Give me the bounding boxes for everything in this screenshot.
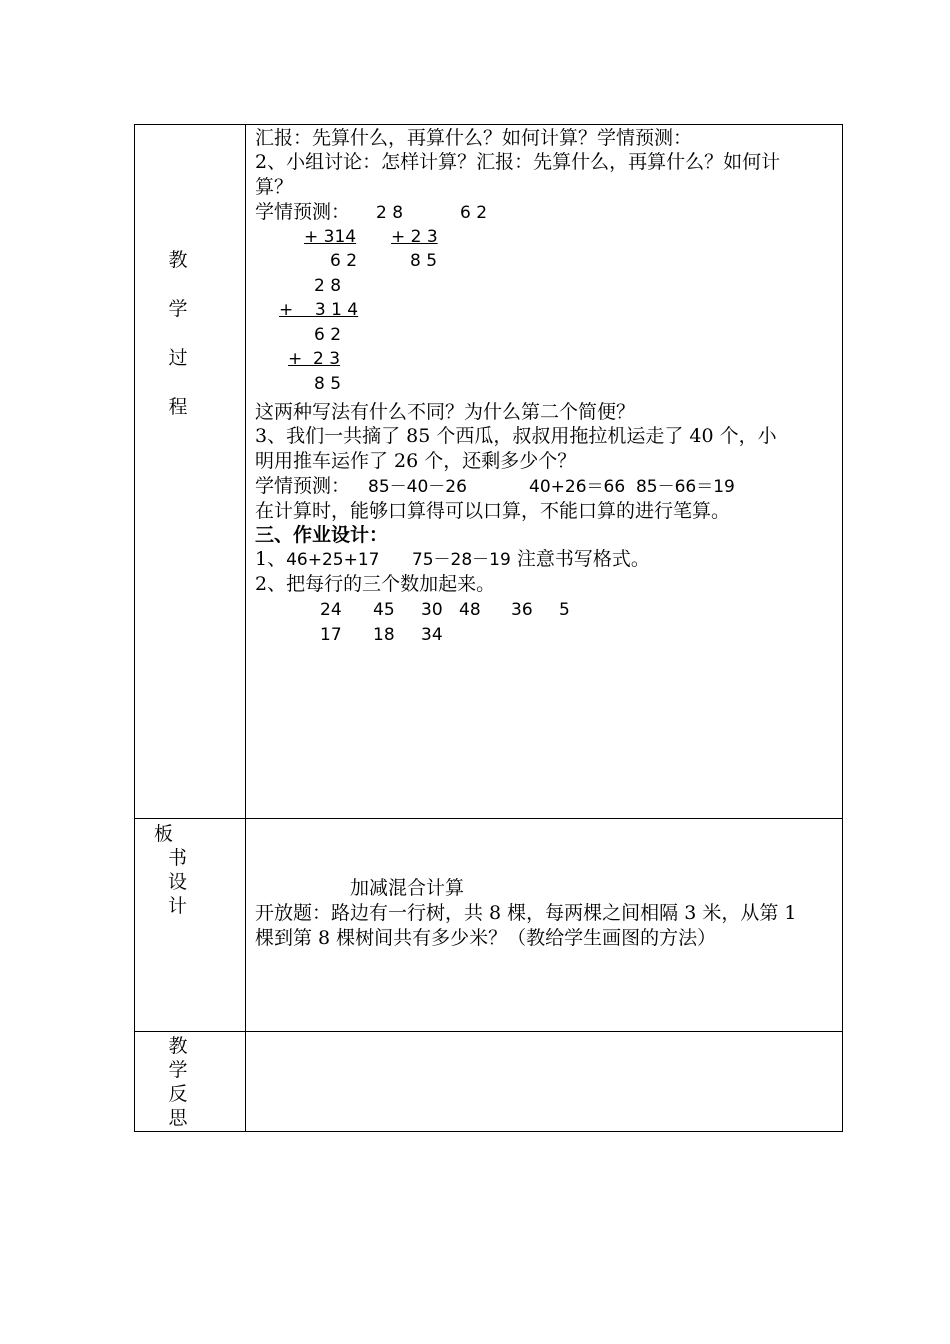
board-line: 棵到第 8 棵树间共有多少米？（教给学生画图的方法） xyxy=(255,927,717,949)
number-cell: 36 xyxy=(511,600,533,620)
number-cell: 5 xyxy=(559,600,570,620)
reflection-label-char: 教 xyxy=(168,1035,188,1057)
calc-operand: 6 2 xyxy=(460,203,488,223)
board-label xyxy=(150,822,210,918)
process-line: 算？ xyxy=(255,176,294,198)
process-label xyxy=(160,248,196,444)
board-label-char: 计 xyxy=(168,895,188,917)
column-divider xyxy=(245,124,246,1132)
calc-operand: 2 8 xyxy=(314,276,342,296)
process-line: 学情预测： xyxy=(255,475,351,497)
prediction-calc: 85－40－26 xyxy=(368,477,467,497)
board-label-char: 书 xyxy=(168,847,188,869)
process-line: 3、我们一共摘了 85 个西瓜，叔叔用拖拉机运走了 40 个，小 xyxy=(255,425,777,447)
calc-operand: + 314 xyxy=(304,227,357,247)
homework-title: 三、作业设计： xyxy=(255,524,389,546)
prediction-calc: 40+26＝66 85－66＝19 xyxy=(529,477,735,497)
calc-operand: + 2 3 xyxy=(288,349,341,369)
calc-result: 6 2 xyxy=(314,325,342,345)
homework-number: 1、 xyxy=(255,548,287,570)
calc-result: 8 5 xyxy=(410,251,438,271)
lesson-table xyxy=(134,124,843,1132)
process-line: 在计算时，能够口算得可以口算，不能口算的进行笔算。 xyxy=(255,500,731,522)
process-label-char: 过 xyxy=(168,347,188,369)
calc-operand: + 2 3 xyxy=(391,227,438,247)
process-line: 汇报：先算什么，再算什么？如何计算？学情预测： xyxy=(255,127,693,149)
board-title: 加减混合计算 xyxy=(350,877,465,899)
number-cell: 48 xyxy=(459,600,481,620)
row-divider-process-board xyxy=(134,818,843,819)
calc-result: 6 2 xyxy=(330,251,358,271)
reflection-label-char: 反 xyxy=(168,1083,188,1105)
calc-operand: 2 8 xyxy=(376,203,404,223)
number-cell: 45 xyxy=(373,600,395,620)
row-divider-board-reflection xyxy=(134,1031,843,1032)
process-line: 明用推车运作了 26 个，还剩多少个？ xyxy=(255,450,577,472)
process-label-char: 教 xyxy=(168,249,188,271)
reflection-label xyxy=(160,1034,196,1130)
homework-calc: 46+25+17 75－28－19 xyxy=(286,550,511,570)
number-cell: 30 xyxy=(421,600,443,620)
process-line: 2、小组讨论：怎样计算？汇报：先算什么，再算什么？如何计 xyxy=(255,151,781,173)
number-cell: 24 xyxy=(320,600,342,620)
number-cell: 17 xyxy=(320,625,342,645)
board-label-char: 板 xyxy=(154,823,174,845)
number-cell: 34 xyxy=(421,625,443,645)
reflection-label-char: 思 xyxy=(168,1107,188,1129)
board-label-char: 设 xyxy=(168,871,188,893)
number-cell: 18 xyxy=(373,625,395,645)
calc-result: 8 5 xyxy=(314,374,342,394)
process-label-char: 学 xyxy=(168,298,188,320)
process-line: 这两种写法有什么不同？为什么第二个简便？ xyxy=(255,401,636,423)
homework-note: 注意书写格式。 xyxy=(510,548,650,570)
process-label-char: 程 xyxy=(168,396,188,418)
homework-item xyxy=(255,547,650,573)
homework-item: 2、把每行的三个数加起来。 xyxy=(255,573,496,595)
process-line: 学情预测： xyxy=(255,201,351,223)
board-line: 开放题：路边有一行树，共 8 棵，每两棵之间相隔 3 米，从第 1 xyxy=(255,902,797,924)
calc-operand: + 3 1 4 xyxy=(279,300,359,320)
reflection-label-char: 学 xyxy=(168,1059,188,1081)
